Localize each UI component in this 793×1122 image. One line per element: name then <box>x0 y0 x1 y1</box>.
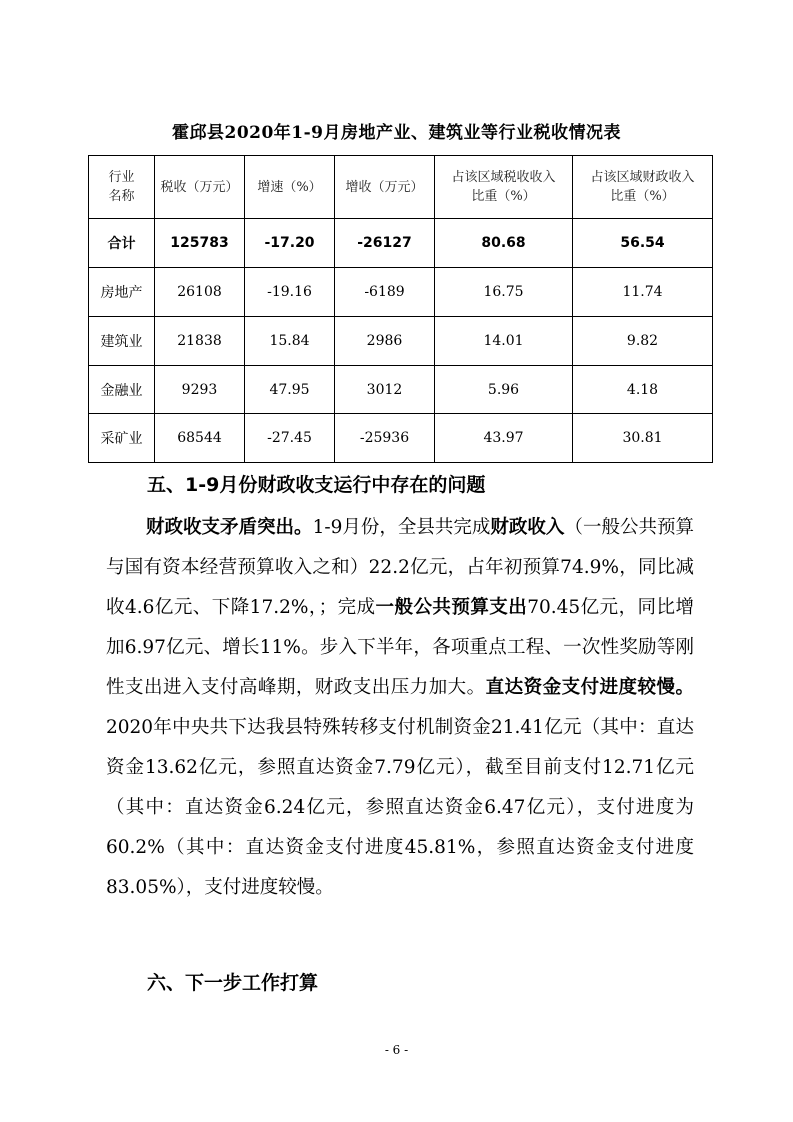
table-row <box>89 317 713 366</box>
body-text: 2020年中央共下达我县特殊转移支付机制资金21.41亿元（其中：直达资金13.62亿元，参照直达资金7.79亿元），截至目前支付12.71亿元（其中：直达资金6.24亿元，参照直达资金6.47亿元），支付进度为60.2%（其中：直达资金支付进度45.81%，参照直达资金支付进度83.05%），支付进度较慢。 <box>106 717 694 898</box>
body-text: 70.45亿元，同比增加6.97亿元、增长11%。步入下半年，各项重点工程、一次性奖励等刚性支出进入支付高峰期，财政支出压力加大。 <box>106 597 694 698</box>
cell-growth: 15.84 <box>245 317 335 366</box>
table-title: 霍邱县2020年1-9月房地产业、建筑业等行业税收情况表 <box>171 123 622 143</box>
cell-share-tax: 80.68 <box>435 219 573 268</box>
body-text: 1-9月份，全县共完成 <box>312 517 491 538</box>
cell-share-fiscal: 4.18 <box>573 366 713 414</box>
table-row <box>89 414 713 463</box>
tax-table <box>88 155 713 463</box>
cell-name: 采矿业 <box>89 414 155 463</box>
table-row-total <box>89 219 713 268</box>
section-heading-next-steps: 六、下一步工作打算 <box>147 972 319 994</box>
cell-share-fiscal: 9.82 <box>573 317 713 366</box>
cell-tax: 125783 <box>155 219 245 268</box>
table-header-row <box>89 156 713 219</box>
cell-tax: 9293 <box>155 366 245 414</box>
bold-phrase: 财政收入 <box>490 517 565 538</box>
cell-growth: 47.95 <box>245 366 335 414</box>
cell-growth: -27.45 <box>245 414 335 463</box>
cell-increase: -25936 <box>335 414 435 463</box>
header-share-tax: 占该区域税收收入 比重（%） <box>435 156 573 219</box>
cell-tax: 26108 <box>155 268 245 317</box>
header-share-fiscal: 占该区域财政收入 比重（%） <box>573 156 713 219</box>
table-row <box>89 268 713 317</box>
cell-growth: -19.16 <box>245 268 335 317</box>
cell-share-fiscal: 56.54 <box>573 219 713 268</box>
cell-tax: 21838 <box>155 317 245 366</box>
bold-phrase: 一般公共预算支出 <box>375 597 528 618</box>
body-paragraph <box>106 508 694 908</box>
cell-share-tax: 5.96 <box>435 366 573 414</box>
header-growth: 增速（%） <box>245 156 335 219</box>
cell-name: 合计 <box>89 219 155 268</box>
cell-name: 建筑业 <box>89 317 155 366</box>
cell-share-tax: 43.97 <box>435 414 573 463</box>
bold-phrase: 直达资金支付进度较慢。 <box>485 677 694 698</box>
cell-increase: -6189 <box>335 268 435 317</box>
table-row <box>89 366 713 414</box>
bold-phrase: 财政收支矛盾突出。 <box>146 517 313 538</box>
cell-name: 金融业 <box>89 366 155 414</box>
body-text: （一般公共预算与国有资本经营预算收入之和）22.2亿元，占年初预算74.9%，同比减收4.6亿元、下降17.2%，；完成 <box>106 517 694 618</box>
section-heading-problems: 五、1-9月份财政收支运行中存在的问题 <box>147 474 486 496</box>
cell-increase: -26127 <box>335 219 435 268</box>
cell-increase: 3012 <box>335 366 435 414</box>
header-industry: 行业 名称 <box>89 156 155 219</box>
cell-share-tax: 16.75 <box>435 268 573 317</box>
cell-tax: 68544 <box>155 414 245 463</box>
header-increase: 增收（万元） <box>335 156 435 219</box>
header-tax: 税收（万元） <box>155 156 245 219</box>
page-number: - 6 - <box>384 1043 409 1057</box>
cell-share-tax: 14.01 <box>435 317 573 366</box>
cell-share-fiscal: 11.74 <box>573 268 713 317</box>
cell-growth: -17.20 <box>245 219 335 268</box>
cell-share-fiscal: 30.81 <box>573 414 713 463</box>
cell-increase: 2986 <box>335 317 435 366</box>
cell-name: 房地产 <box>89 268 155 317</box>
